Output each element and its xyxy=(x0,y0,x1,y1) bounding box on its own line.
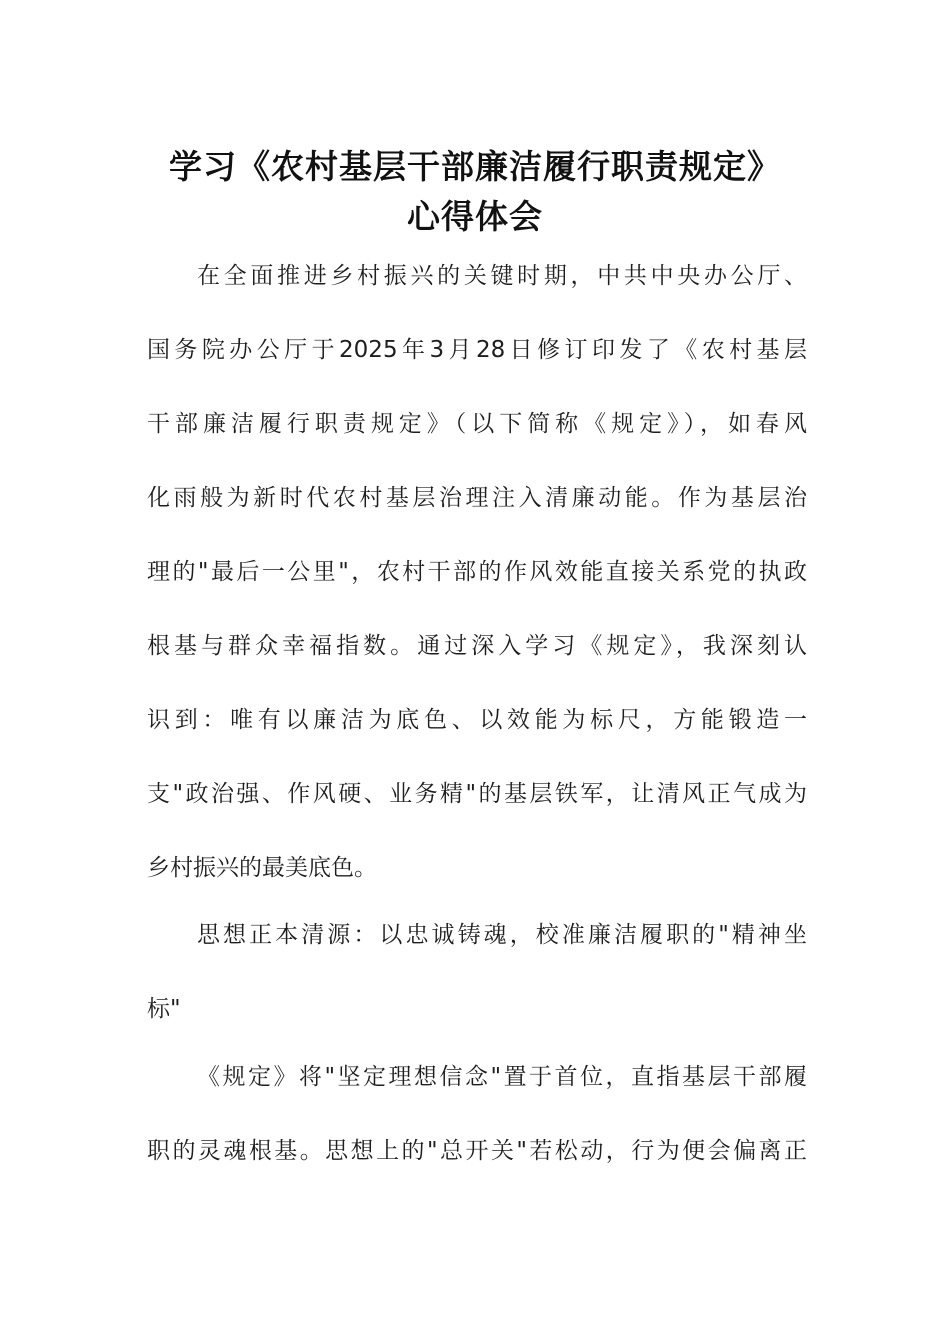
document-title-line-2: 心得体会 xyxy=(407,197,543,236)
paragraph-1-line-2: 国务院办公厅于2025年3月28日修订印发了《农村基层 xyxy=(147,337,807,363)
paragraph-1-line-5: 理的"最后一公里"，农村干部的作风效能直接关系党的执政 xyxy=(147,559,807,585)
document-title-line-1: 学习《农村基层干部廉洁履行职责规定》 xyxy=(169,147,781,186)
paragraph-1-line-8: 支"政治强、作风硬、业务精"的基层铁军，让清风正气成为 xyxy=(147,781,807,807)
paragraph-1-line-6: 根基与群众幸福指数。通过深入学习《规定》，我深刻认 xyxy=(147,633,807,659)
paragraph-3-line-2: 职的灵魂根基。思想上的"总开关"若松动，行为便会偏离正 xyxy=(147,1138,807,1164)
paragraph-2-line-1: 思想正本清源：以忠诚铸魂，校准廉洁履职的"精神坐 xyxy=(197,922,807,948)
paragraph-1-line-1: 在全面推进乡村振兴的关键时期，中共中央办公厅、 xyxy=(197,263,807,289)
paragraph-1-line-9: 乡村振兴的最美底色。 xyxy=(147,855,377,881)
paragraph-1-line-3: 干部廉洁履行职责规定》（以下简称《规定》），如春风 xyxy=(147,411,807,437)
paragraph-2-line-2: 标" xyxy=(147,996,181,1022)
paragraph-3-line-1: 《规定》将"坚定理想信念"置于首位，直指基层干部履 xyxy=(197,1064,807,1090)
paragraph-1-line-7: 识到：唯有以廉洁为底色、以效能为标尺，方能锻造一 xyxy=(147,707,807,733)
paragraph-1-line-4: 化雨般为新时代农村基层治理注入清廉动能。作为基层治 xyxy=(147,485,807,511)
